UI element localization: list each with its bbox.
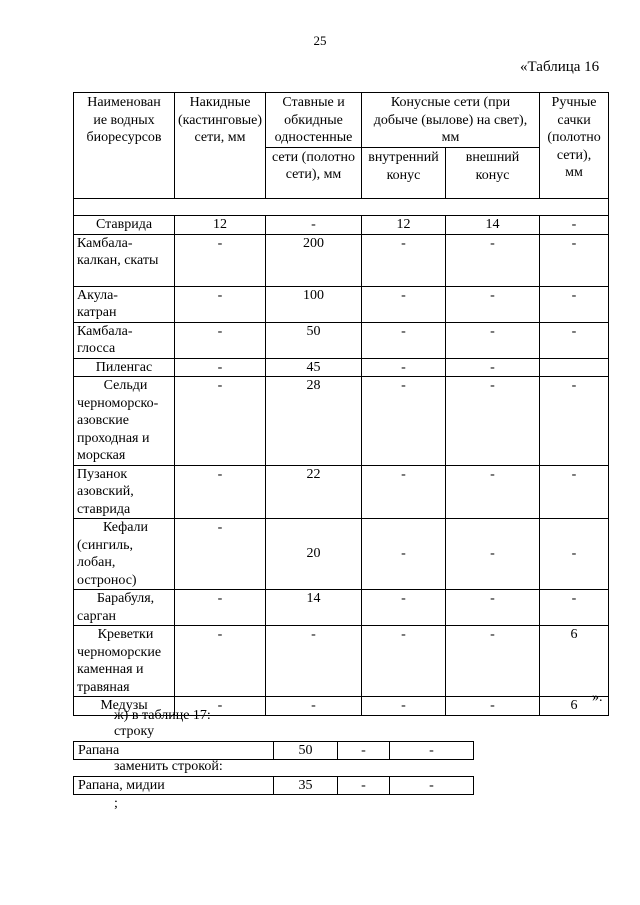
table-row: Пузанок азовский, ставрида - 22 - - -	[74, 465, 609, 519]
table-row: Камбала- калкан, скаты - 200 - - -	[74, 234, 609, 286]
closing-quote: ».	[592, 690, 603, 705]
header-species: Наименован ие водных биоресурсов	[74, 93, 175, 199]
header-hand-nets: Ручные сачки (полотно сети), мм	[540, 93, 609, 199]
table-row: Ставрида 12 - 12 14 -	[74, 216, 609, 235]
page-number: 25	[313, 33, 327, 48]
line-stroku: строку	[114, 724, 155, 739]
header-outer-cone: внешний конус	[446, 148, 540, 199]
table-row: Креветки черноморские каменная и травяная - - - - 6	[74, 626, 609, 697]
header-cone-nets: Конусные сети (при добыче (вылове) на свет), мм	[362, 93, 540, 148]
table-16	[73, 92, 609, 716]
table-row: Барабуля, сарган - 14 - - -	[74, 590, 609, 626]
table-row: Камбала- глосса - 50 - - -	[74, 322, 609, 358]
table-row: Сельди черноморско- азовские проходная и морская - 28 - - -	[74, 377, 609, 466]
table-row: Кефали (сингиль, лобан, остронос) - 20 - - -	[74, 519, 609, 590]
header-set-nets: Ставные и обкидные одностенные сети (полотно сети), мм	[266, 93, 362, 199]
header-cast-nets: Накидные (кастинговые) сети, мм	[175, 93, 266, 199]
table-row: Пиленгас - 45 - -	[74, 358, 609, 377]
section-g-text: ж) в таблице 17:	[114, 708, 211, 723]
semicolon: ;	[114, 796, 118, 811]
table-row: Акула- катран - 100 - - -	[74, 286, 609, 322]
table-title: «Таблица 16	[520, 59, 600, 75]
new-row-table	[73, 776, 474, 795]
old-row-table	[73, 741, 474, 760]
line-replace: заменить строкой:	[114, 759, 223, 774]
table-row: Медузы - - - - 6	[74, 697, 609, 716]
header-inner-cone: внутренний конус	[362, 148, 446, 199]
table-row: Рапана, мидии 35 - -	[74, 777, 474, 795]
table-row: Рапана 50 - -	[74, 742, 474, 760]
